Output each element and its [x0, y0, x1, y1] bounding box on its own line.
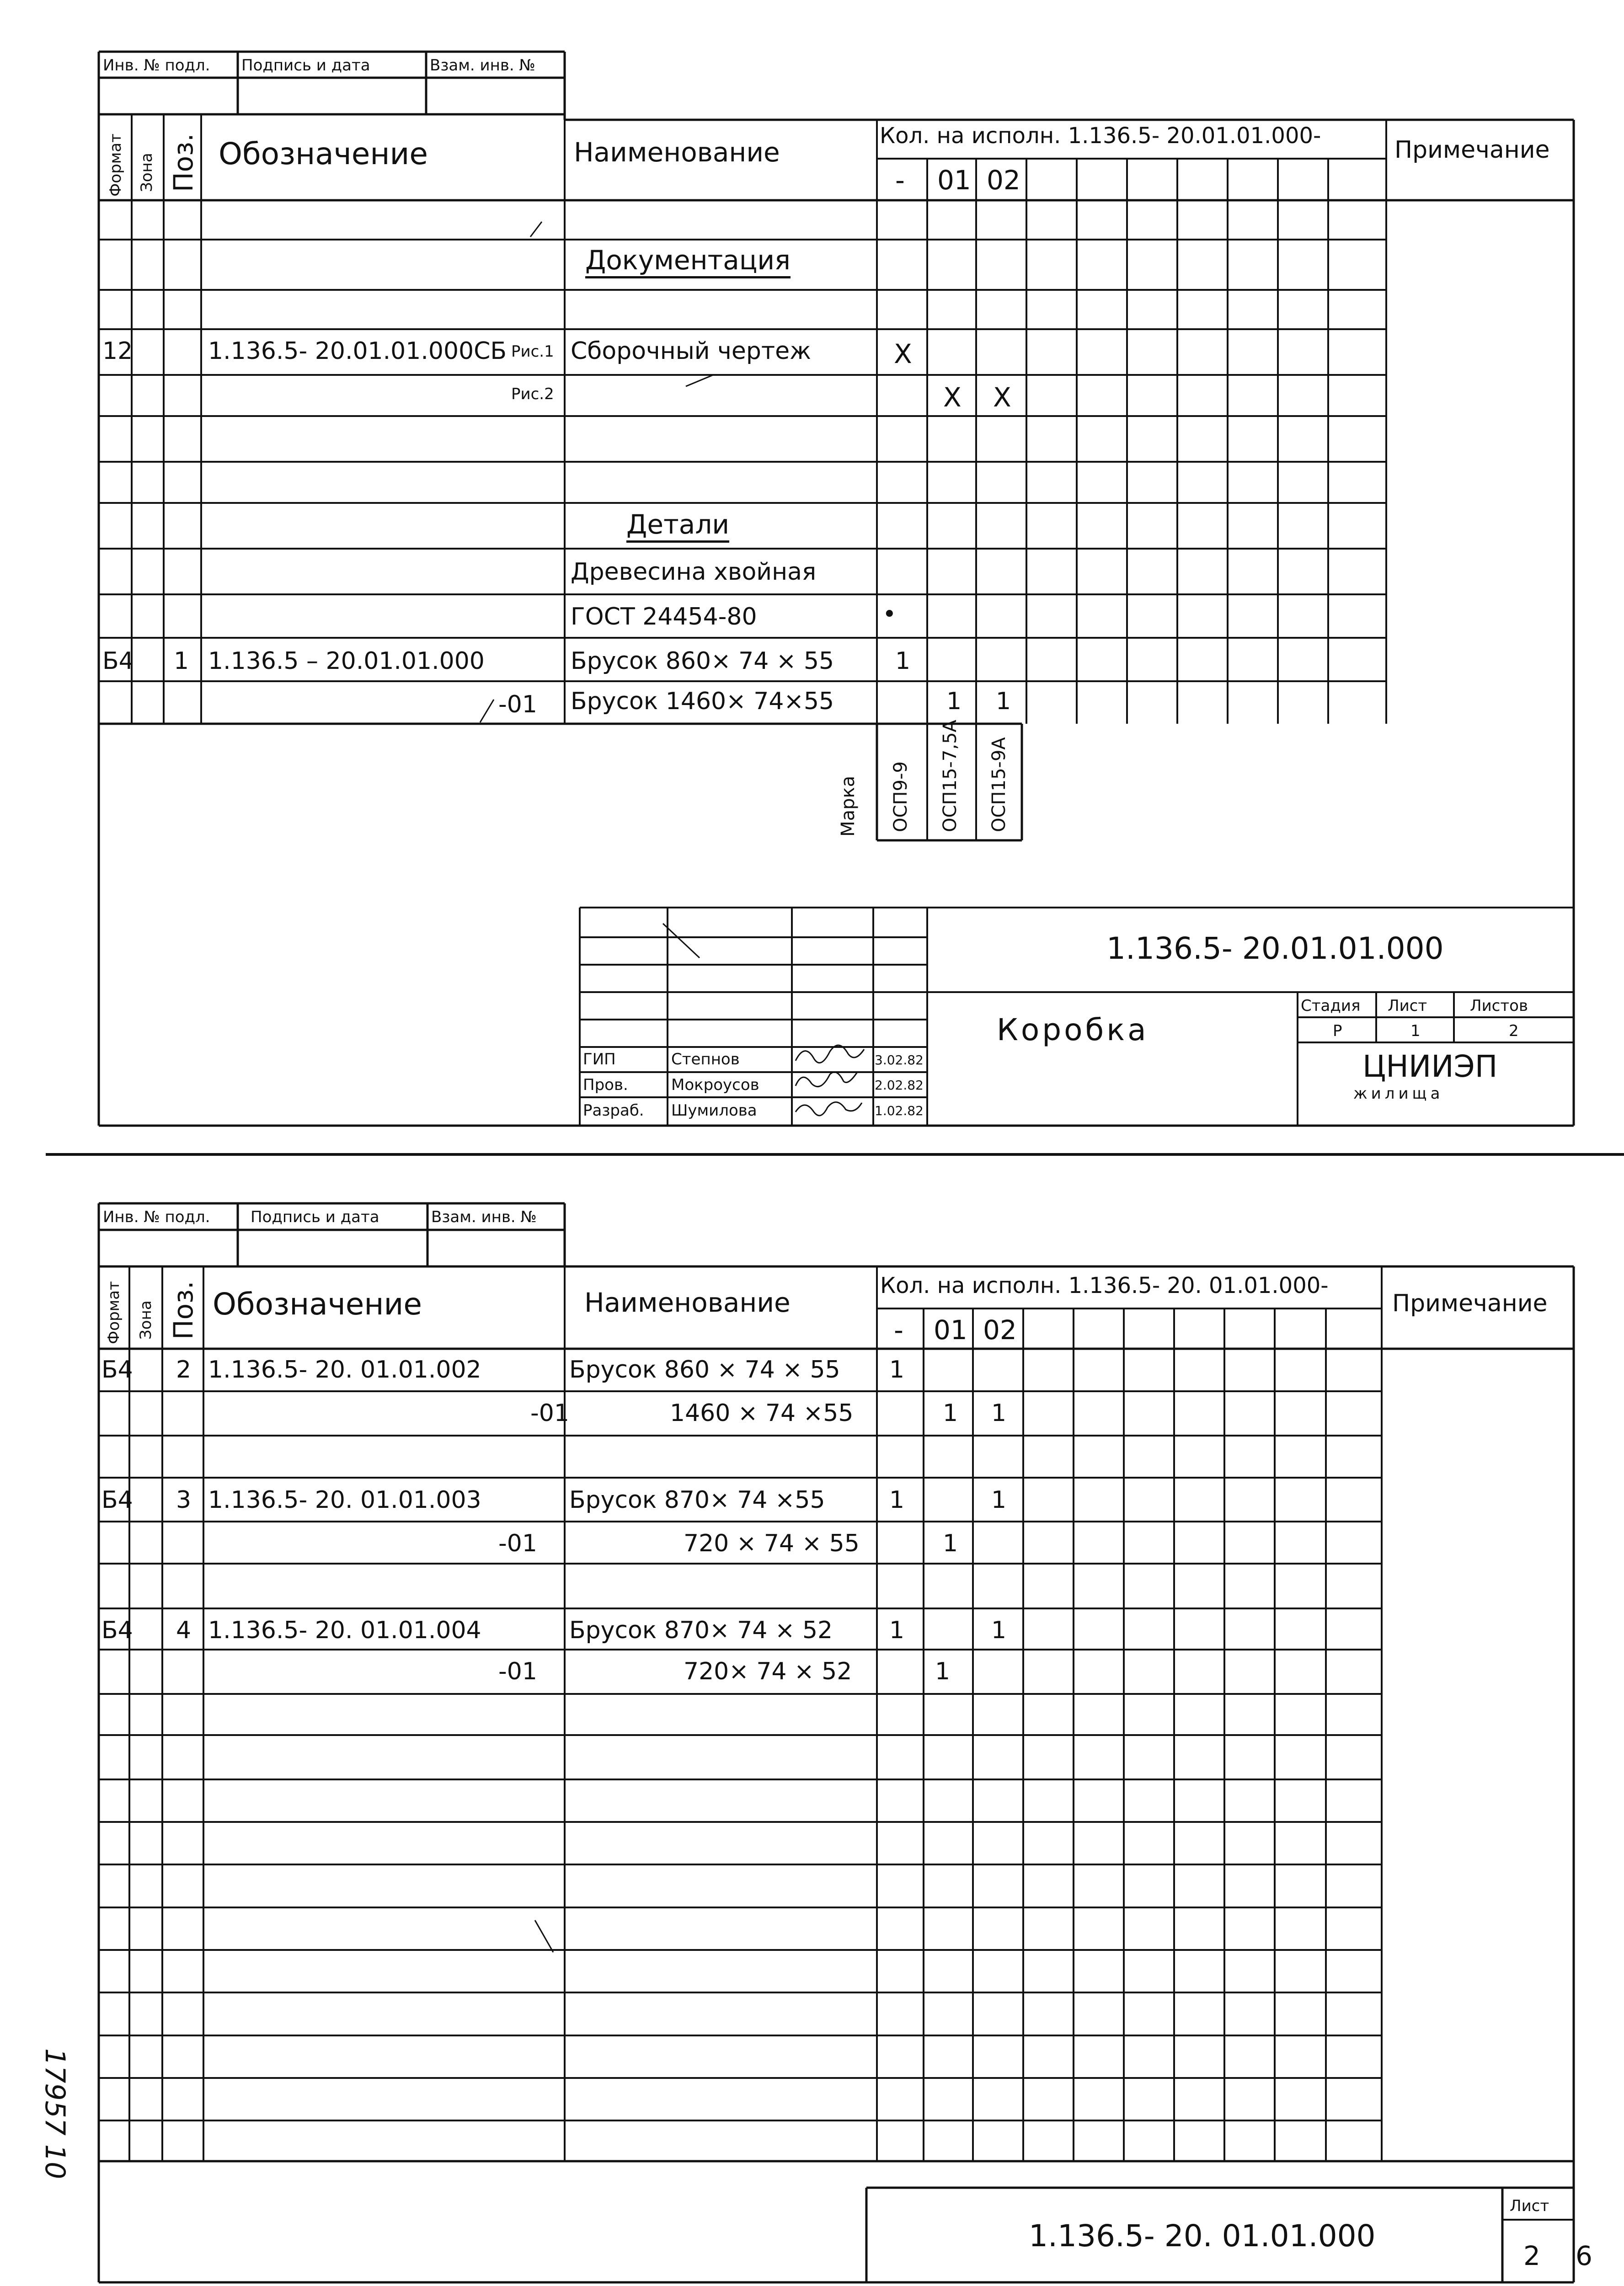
doc-row-ris1: Рис.1	[511, 342, 554, 361]
row4-q2: 1	[991, 1617, 1007, 1644]
row2b-q2: 1	[991, 1399, 1007, 1427]
title-stadia-header: Стадия	[1301, 997, 1361, 1015]
header2-naimenovanie: Наименование	[584, 1287, 791, 1318]
row4b-q1: 1	[935, 1658, 951, 1685]
stamp-vzam: Взам. инв. №	[430, 56, 535, 75]
row4-poz: 4	[176, 1617, 192, 1644]
stamp2-vzam: Взам. инв. №	[431, 1208, 537, 1226]
title-listov: 2	[1509, 1022, 1519, 1040]
role-gip-name: Степнов	[671, 1050, 740, 1068]
row4b-obozn: -01	[498, 1658, 537, 1685]
row3-q0: 1	[889, 1486, 905, 1514]
header-zona: Зона	[138, 153, 156, 192]
material-line-1: Древесина хвойная	[571, 558, 817, 586]
doc-row2-q1: X	[943, 382, 962, 413]
role-prov-name: Мокроусов	[671, 1076, 759, 1094]
title-org-1: ЦНИИЭП	[1362, 1049, 1498, 1084]
role-prov-date: 2.02.82	[875, 1078, 924, 1093]
row4-naim: Брусок 870× 74 × 52	[569, 1617, 833, 1644]
title-listov-header: Листов	[1470, 997, 1528, 1015]
doc-row-obozn: 1.136.5- 20.01.01.000СБ	[208, 337, 507, 365]
row3b-obozn: -01	[498, 1530, 537, 1557]
signature-scribbles	[796, 1045, 864, 1116]
header2-prim: Примечание	[1392, 1290, 1548, 1317]
row2b-q1: 1	[943, 1399, 958, 1427]
row4-format: Б4	[102, 1617, 133, 1644]
ispoln-0: -	[895, 165, 905, 196]
material-mark: •	[882, 601, 897, 628]
header2-format: Формат	[105, 1281, 123, 1344]
ispoln-1: 01	[937, 165, 971, 196]
bottom-designation: 1.136.5- 20. 01.01.000	[1029, 2218, 1376, 2254]
doc-row2-q2: X	[993, 382, 1011, 413]
doc-row-q0: X	[894, 338, 912, 369]
header-oboznachenie: Обозначение	[219, 136, 428, 171]
title-name: Коробка	[997, 1012, 1149, 1047]
header-format: Формат	[107, 134, 125, 197]
row3-obozn: 1.136.5- 20. 01.01.003	[208, 1486, 481, 1514]
row2b-obozn: -01	[530, 1399, 569, 1427]
doc-row-ris2: Рис.2	[511, 385, 554, 403]
row3b-q1: 1	[943, 1530, 958, 1557]
mark-2: ОСП15-9А	[988, 737, 1010, 832]
ispoln2-0: -	[894, 1314, 903, 1346]
header-prim: Примечание	[1394, 136, 1550, 164]
det-row-obozn: 1.136.5 – 20.01.01.000	[208, 647, 485, 675]
title-list-header: Лист	[1388, 997, 1427, 1015]
row2-naim: Брусок 860 × 74 × 55	[569, 1356, 840, 1383]
row4b-naim: 720× 74 × 52	[684, 1658, 852, 1685]
role-gip: ГИП	[583, 1050, 616, 1068]
role-razrab-name: Шумилова	[671, 1101, 757, 1120]
header2-zona: Зона	[137, 1300, 155, 1340]
row3b-naim: 720 × 74 × 55	[684, 1530, 860, 1557]
header2-kol: Кол. на исполн. 1.136.5- 20. 01.01.000-	[880, 1273, 1329, 1298]
header2-oboznachenie: Обозначение	[213, 1287, 422, 1322]
title-stadia: Р	[1333, 1022, 1342, 1040]
row4-obozn: 1.136.5- 20. 01.01.004	[208, 1617, 481, 1644]
det-row2-obozn: -01	[498, 691, 537, 718]
section-documentation: Документация	[585, 247, 791, 278]
det-row2-q1: 1	[946, 688, 962, 715]
stamp-inv-podl: Инв. № подл.	[103, 56, 210, 75]
side-archive-number: 17957 10	[39, 2048, 71, 2179]
row3-naim: Брусок 870× 74 ×55	[569, 1486, 825, 1514]
marka-label: Марка	[838, 775, 859, 837]
title-list: 1	[1410, 1022, 1421, 1040]
bottom-list-number: 2	[1523, 2240, 1540, 2271]
stamp2-inv-podl: Инв. № подл.	[103, 1208, 210, 1226]
material-line-2: ГОСТ 24454-80	[571, 603, 757, 630]
title-designation: 1.136.5- 20.01.01.000	[1106, 931, 1444, 966]
row4-q0: 1	[889, 1617, 905, 1644]
header-kol: Кол. на исполн. 1.136.5- 20.01.01.000-	[880, 123, 1321, 149]
stamp-podpis: Подпись и дата	[241, 56, 370, 75]
row2-q0: 1	[889, 1356, 905, 1383]
ispoln2-2: 02	[983, 1314, 1017, 1346]
ispoln-2: 02	[987, 165, 1020, 196]
row2-format: Б4	[102, 1356, 133, 1383]
row3-poz: 3	[176, 1486, 192, 1514]
doc-row-naim: Сборочный чертеж	[571, 337, 811, 365]
det-row-format: Б4	[102, 647, 134, 675]
row2-poz: 2	[176, 1356, 192, 1383]
det-row-poz: 1	[174, 647, 189, 675]
ispoln2-1: 01	[934, 1314, 967, 1346]
stamp2-podpis: Подпись и дата	[251, 1208, 379, 1226]
role-gip-date: 3.02.82	[875, 1052, 924, 1068]
corner-number: 6	[1576, 2240, 1592, 2271]
row2b-naim: 1460 × 74 ×55	[670, 1399, 854, 1427]
det-row2-q2: 1	[996, 688, 1011, 715]
bottom-list-header: Лист	[1510, 2197, 1549, 2215]
role-razrab: Разраб.	[583, 1101, 644, 1120]
header-naimenovanie: Наименование	[574, 137, 780, 168]
det-row-q0: 1	[895, 647, 911, 675]
mark-1: ОСП15-7,5А	[940, 720, 961, 832]
row3-format: Б4	[102, 1486, 133, 1514]
mark-0: ОСП9-9	[890, 761, 911, 832]
header2-poz: Поз.	[168, 1281, 199, 1340]
det-row2-naim: Брусок 1460× 74×55	[571, 688, 834, 715]
row2-obozn: 1.136.5- 20. 01.01.002	[208, 1356, 481, 1383]
role-razrab-date: 1.02.82	[875, 1103, 924, 1118]
det-row-naim: Брусок 860× 74 × 55	[571, 647, 834, 675]
header-poz: Поз.	[168, 133, 199, 192]
row3-q2: 1	[991, 1486, 1007, 1514]
section-details: Детали	[626, 511, 729, 543]
doc-row-format: 12	[102, 337, 133, 365]
role-prov: Пров.	[583, 1076, 628, 1094]
title-org-2: жилища	[1353, 1084, 1444, 1103]
